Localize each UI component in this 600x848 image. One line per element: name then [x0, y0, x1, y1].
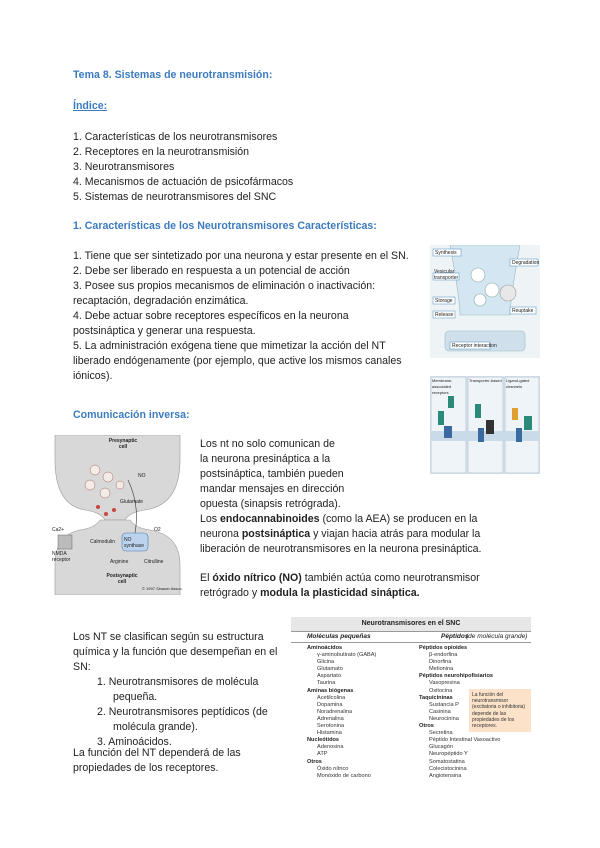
receptor-interaction-label: Receptor interaction: [452, 343, 497, 349]
table-entry: Aspartato: [317, 673, 341, 680]
table-category: Aminoácidos: [307, 645, 343, 651]
nitric-oxide-term: óxido nítrico (NO): [212, 572, 302, 584]
nt-conclusion: La función del NT dependerá de las propiedades de los receptores.: [73, 747, 241, 774]
table-entry: Adrenalina: [317, 715, 344, 722]
postsynaptic-label: Postsynaptic cell: [106, 573, 138, 585]
characteristic-item: 2. Debe ser liberado en respuesta a un potencial de acción: [73, 265, 350, 277]
nt-table-title: Neurotransmisores en el SNC: [291, 617, 531, 631]
characteristics-list: [73, 249, 413, 384]
index-item: 1. Características de los neurotransmisores: [73, 131, 278, 143]
nt-type-item: 3. Aminoácidos.: [97, 736, 172, 748]
reuptake-label: Reuptake: [512, 308, 534, 314]
inverse-paragraph-3: El óxido nítrico (NO) también actúa como neurotransmisor retrógrado y modula la plasticidad sináptica.: [200, 572, 480, 599]
table-entry: Glicina: [317, 659, 335, 666]
table-entry: β-endorfina: [429, 652, 458, 659]
index-heading: Índice:: [73, 100, 108, 112]
table-entry: ATP: [317, 751, 328, 758]
index-list: [73, 130, 393, 205]
table-category: Aminas biógenas: [307, 687, 354, 694]
characteristic-item: 1. Tiene que ser sintetizado por una neurona y estar presente en el SN.: [73, 250, 409, 262]
synthesis-label: Synthesis: [435, 250, 457, 256]
table-entry: Péptido Intestinal Vasoactivo: [429, 737, 501, 744]
panel-label: Membrane-associated receptors: [432, 378, 453, 395]
nt-table-figure: [291, 617, 531, 832]
table-entry: Óxido nítrico: [317, 765, 349, 772]
table-entry: Metionina: [429, 666, 454, 673]
index-item: 4. Mecanismos de actuación de psicofármacos: [73, 176, 294, 188]
citrulline-label: Citrulline: [144, 559, 164, 565]
arginine-label: Arginine: [110, 559, 129, 565]
retrograde-synapse-illustration: [50, 435, 185, 595]
table-entry: Oxitocina: [429, 687, 453, 694]
col2-header-note: (de molécula grande): [466, 633, 528, 640]
table-entry: Colecistocinina: [429, 765, 467, 772]
release-label: Release: [435, 312, 454, 318]
table-entry: Histamina: [317, 730, 342, 737]
document-title: Tema 8. Sistemas de neurotransmisión:: [73, 69, 273, 81]
table-entry: Sustancia P: [429, 701, 459, 708]
table-entry: Angiotensina: [429, 772, 462, 779]
table-category: Péptidos opioides: [419, 645, 468, 651]
table-entry: Acetilcolina: [317, 694, 346, 701]
storage-label: Storage: [435, 298, 453, 304]
endocannabinoids-term: endocannabinoides: [220, 513, 320, 525]
nmda-receptor-label: NMDA receptor: [52, 551, 71, 563]
table-category: Otros: [307, 758, 322, 765]
table-category: Nucleótidos: [307, 737, 340, 744]
vesicular-transporter-label: Vesicular transporter: [434, 269, 459, 281]
presynaptic-label: Presynaptic cell: [108, 438, 138, 450]
calcium-label: Ca2+: [52, 527, 65, 533]
table-entry: Dinorfina: [429, 659, 452, 666]
table-entry: Somatostatina: [429, 758, 465, 765]
table-entry: Adenosina: [317, 744, 344, 751]
table-entry: Glutamato: [317, 666, 343, 673]
panel-label: Ligand-gated channels: [506, 378, 530, 389]
inverse-paragraph-2: Los endocannabinoides (como la AEA) se producen en la neurona postsináptica y viajan hacia atrás para modular la liberación de neurotransmisores en la neurona presináptica.: [200, 513, 482, 555]
table-category: Otros: [419, 723, 434, 730]
calmodulin-label: Calmodulin: [90, 539, 116, 545]
synapse-figure: [430, 245, 540, 358]
table-category: Péptidos neurohipofisiarios: [419, 673, 493, 680]
index-item: 5. Sistemas de neurotransmisores del SNC: [73, 191, 277, 203]
table-entry: Secretina: [429, 730, 453, 737]
nt-intro: Los NT se clasifican según su estructura química y la función que desempeñan en el SN:: [73, 631, 278, 673]
inverse-heading: Comunicación inversa:: [73, 409, 190, 421]
no-synthase-label: NO synthase: [124, 537, 145, 549]
figure-copyright: © 1997 Sinauer Assoc.: [142, 586, 183, 591]
table-entry: Casinina: [429, 708, 451, 715]
panel-label: Transporter-based: [469, 378, 502, 383]
plasticity-term: modula la plasticidad sináptica.: [260, 587, 420, 599]
table-entry: Taurina: [317, 680, 336, 687]
index-item: 2. Receptores en la neurotransmisión: [73, 146, 250, 158]
table-entry: Vasopresina: [429, 680, 460, 687]
col2-header: Péptidos: [441, 633, 469, 640]
inverse-paragraph-1: Los nt no solo comunican de la neurona presináptica a la postsináptica, también pueden mandar mensajes en dirección opuesta (sinapsis retrógrada).: [200, 438, 345, 510]
table-entry: Serotonina: [317, 723, 345, 730]
characteristic-item: 3. Posee sus propios mecanismos de eliminación o inactivación: recaptación, degradación enzimática.: [73, 280, 376, 307]
index-item: 3. Neurotransmisores: [73, 161, 175, 173]
table-entry: γ-aminobutirato (GABA): [317, 652, 377, 659]
col1-header: Moléculas pequeñas: [307, 633, 371, 640]
table-entry: Noradrenalina: [317, 708, 353, 715]
nt-table-header: [291, 631, 531, 643]
table-entry: Dopamina: [317, 701, 343, 708]
characteristic-item: 5. La administración exógena tiene que mimetizar la acción del NT liberado endógenamente (por ejemplo, que active los mismos canales iónicos).: [73, 340, 402, 382]
degradation-label: Degradation: [512, 260, 540, 266]
section1-heading: 1. Características de los Neurotransmisores Características:: [73, 220, 377, 232]
table-category: Taquicininas: [419, 694, 453, 701]
characteristic-item: 4. Debe actuar sobre receptores específicos en la neurona postsináptica y generar una respuesta.: [73, 310, 349, 337]
receptor-types-figure: [430, 376, 540, 474]
oxygen-label: O2: [154, 527, 161, 533]
table-entry: Glucagón: [429, 744, 453, 751]
retrograde-synapse-figure: [50, 435, 185, 595]
small-molecules-column: [307, 645, 427, 780]
table-entry: Neurocinina: [429, 715, 459, 722]
glutamate-label: Glutamate: [120, 499, 144, 505]
postsynaptic-term: postsináptica: [241, 528, 311, 540]
table-entry: Monóxido de carbono: [317, 772, 371, 779]
receptor-function-note: La función del neurotransmisor (excitatoria o inhibitoria) depende de las propiedades de los receptores.: [469, 689, 531, 732]
nt-type-item: 1. Neurotransmisores de molécula pequeña.: [97, 676, 259, 703]
nt-types-list: [73, 675, 278, 750]
nt-type-item: 2. Neurotransmisores peptídicos (de molécula grande).: [97, 706, 268, 733]
table-entry: Neuropéptido Y: [429, 751, 468, 758]
no-label: NO: [138, 473, 146, 479]
